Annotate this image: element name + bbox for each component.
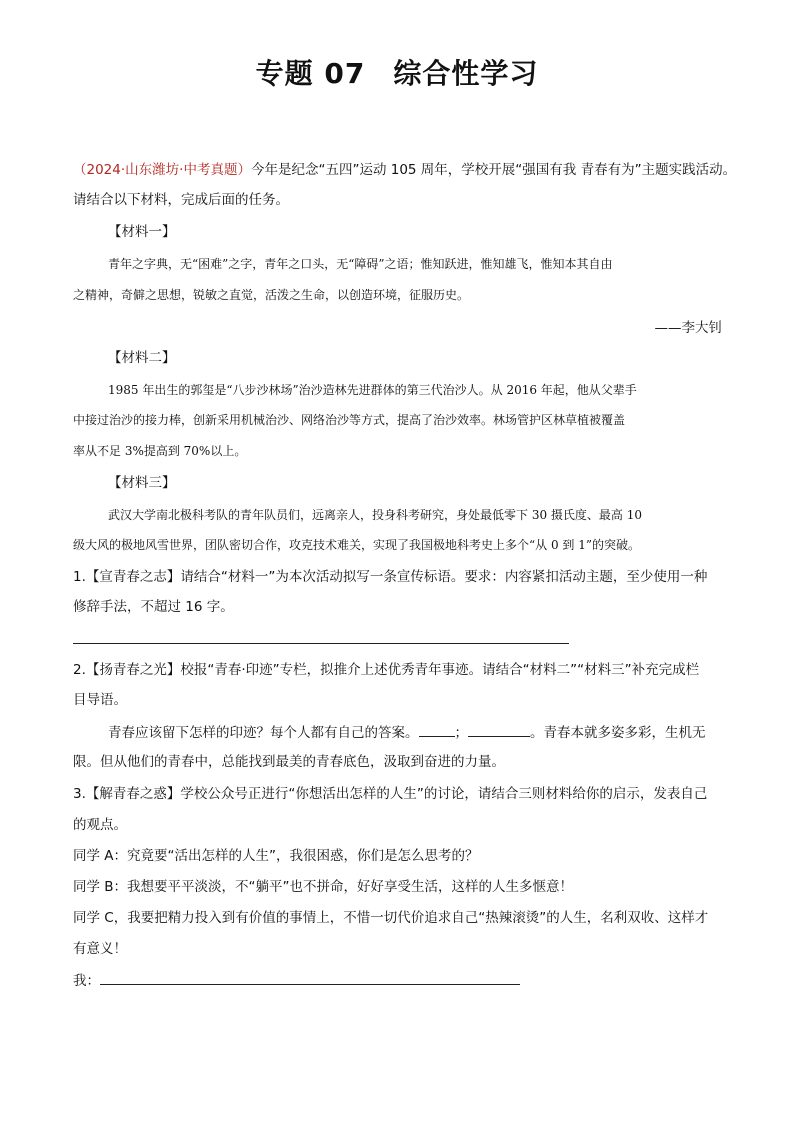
material2-line-1: 1985 年出生的郭玺是“八步沙林场”治沙造林先进群体的第三代治沙人。从 2016 年起，他从父辈手 [108, 383, 637, 397]
question3-line-2: 的观点。 [73, 817, 127, 833]
title-topic-number: 专题 07 [255, 57, 366, 90]
material1-author: ——李大钊 [654, 320, 722, 336]
material3-line-1: 武汉大学南北极科考队的青年队员们，远离亲人，投身科考研究，身处最低零下 30 摄氏度、最高 10 [108, 508, 642, 522]
material2-heading: 【材料二】 [108, 350, 176, 366]
question1-answer-line[interactable] [73, 643, 569, 644]
intro-line-1: （2024·山东潍坊·中考真题）今年是纪念“五四”运动 105 周年，学校开展“强国有我 青春有为”主题实践活动。 [73, 162, 737, 178]
question3-line-1: 3.【解青春之惑】学校公众号正进行“你想活出怎样的人生”的讨论，请结合三则材料给你的启示，发表自己 [73, 786, 708, 802]
title-topic-name: 综合性学习 [393, 57, 539, 90]
my-viewpoint-row [73, 970, 723, 991]
material1-heading: 【材料一】 [108, 224, 176, 240]
student-c-statement-line-1: 同学 C，我要把精力投入到有价值的事情上，不惜一切代价追求自己“热辣滚烫”的人生，名利双收、这样才 [73, 910, 709, 926]
student-c-statement-line-2: 有意义！ [73, 941, 127, 957]
student-a-statement: 同学 A：究竟要“活出怎样的人生”，我很困惑，你们是怎么思考的？ [73, 848, 479, 864]
question1-line-2: 修辞手法，不超过 16 字。 [73, 599, 234, 615]
intro-line-2: 请结合以下材料，完成后面的任务。 [73, 192, 289, 208]
student-b-statement: 同学 B：我想要平平淡淡，不“躺平”也不拼命，好好享受生活，这样的人生多惬意！ [73, 879, 574, 895]
question2-line-1: 2.【扬青春之光】校报“青春·印迹”专栏，拟推介上述优秀青年事迹。请结合“材料二”“材料三”补充完成栏 [73, 662, 700, 678]
my-viewpoint-answer-line[interactable] [100, 970, 520, 985]
question2-blank-2[interactable] [468, 722, 530, 737]
question2-paragraph-line-1: 青春应该留下怎样的印迹？每个人都有自己的答案。 ； 。青春本就多姿多彩，生机无 [108, 722, 723, 743]
my-viewpoint-label: 我： [73, 973, 100, 989]
material2-line-3: 率从不足 3%提高到 70%以上。 [73, 444, 247, 458]
page-title [0, 52, 794, 92]
material3-line-2: 级大风的极地风雪世界，团队密切合作，攻克技术难关，实现了我国极地科考史上多个“从 0 到 1”的突破。 [73, 538, 640, 552]
question1-line-1: 1.【宣青春之志】请结合“材料一”为本次活动拟写一条宣传标语。要求：内容紧扣活动主题，至少使用一种 [73, 569, 708, 585]
material2-line-2: 中接过治沙的接力棒，创新采用机械治沙、网络治沙等方式，提高了治沙效率。林场管护区林草植被覆盖 [73, 413, 626, 427]
material1-line-2: 之精神，奇僻之思想，锐敏之直觉，活泼之生命，以创造环境，征服历史。 [73, 288, 470, 302]
question2-paragraph-line-2: 限。但从他们的青春中，总能找到最美的青春底色，汲取到奋进的力量。 [73, 754, 505, 770]
material1-line-1: 青年之字典，无“困难”之字，青年之口头，无“障碍”之语；惟知跃进，惟知雄飞，惟知本其自由 [108, 257, 613, 271]
material3-heading: 【材料三】 [108, 475, 176, 491]
source-tag: （2024·山东潍坊·中考真题） [73, 162, 251, 178]
question2-blank-1[interactable] [419, 722, 455, 737]
question2-line-2: 目导语。 [73, 692, 127, 708]
